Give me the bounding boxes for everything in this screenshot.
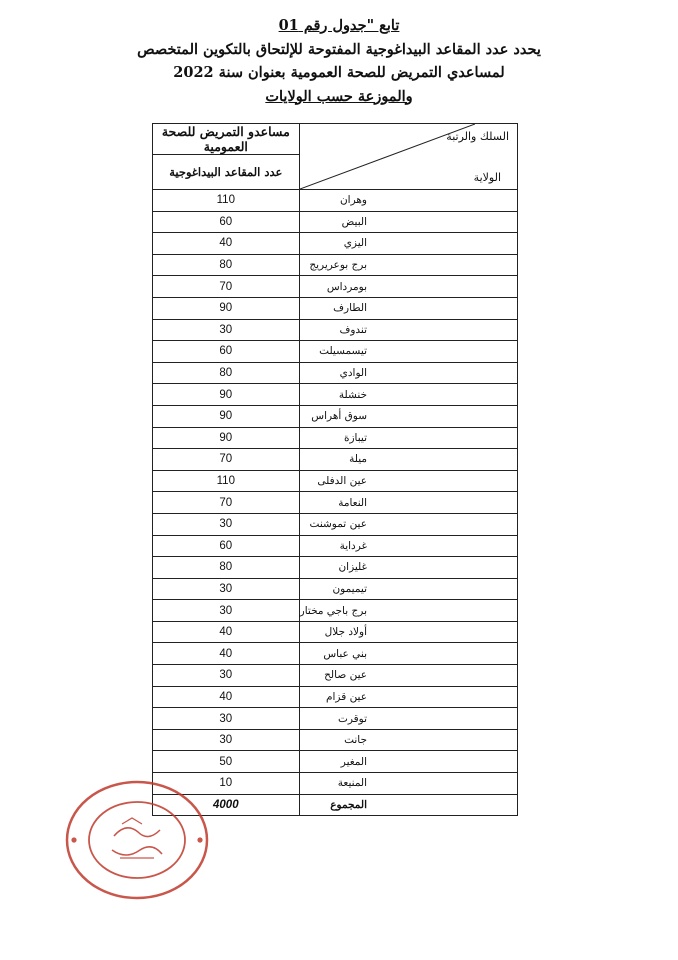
title-line-2: لمساعدي التمريض للصحة العمومية بعنوان سنة 2022 <box>173 64 505 81</box>
table-row <box>153 384 518 406</box>
title-line-1: يحدد عدد المقاعد البيداغوجية المفتوحة للإلتحاق بالتكوين المتخصص <box>137 40 541 58</box>
seats-cell: 10 <box>153 773 300 795</box>
table-row <box>153 751 518 773</box>
total-value: 4000 <box>153 794 300 815</box>
wilaya-cell: عين قزام <box>299 686 517 708</box>
table-row <box>153 211 518 233</box>
official-stamp <box>62 776 212 904</box>
seats-cell: 90 <box>153 427 300 449</box>
wilaya-cell: وهران <box>299 190 517 212</box>
seats-cell: 50 <box>153 751 300 773</box>
wilaya-cell: توقرت <box>299 708 517 730</box>
seats-cell: 70 <box>153 449 300 471</box>
corner-grade-label: السلك والرتبة <box>446 130 509 143</box>
wilaya-cell: المغير <box>299 751 517 773</box>
wilaya-cell: ميلة <box>299 449 517 471</box>
seats-cell: 90 <box>153 405 300 427</box>
wilaya-cell: برج بوعريريج <box>299 254 517 276</box>
table-row <box>153 254 518 276</box>
seats-cell: 30 <box>153 729 300 751</box>
seats-cell: 110 <box>153 190 300 212</box>
wilaya-cell: بني عباس <box>299 643 517 665</box>
wilaya-cell: عين تموشنت <box>299 513 517 535</box>
corner-header-cell <box>299 124 517 190</box>
wilaya-cell: تيبازة <box>299 427 517 449</box>
seats-cell: 30 <box>153 578 300 600</box>
wilaya-cell: تيسمسيلت <box>299 341 517 363</box>
seats-cell: 80 <box>153 254 300 276</box>
table-row <box>153 600 518 622</box>
seats-cell: 70 <box>153 276 300 298</box>
wilaya-cell: جانت <box>299 729 517 751</box>
wilaya-cell: تندوف <box>299 319 517 341</box>
seats-cell: 80 <box>153 362 300 384</box>
table-row <box>153 535 518 557</box>
table-row <box>153 297 518 319</box>
wilaya-cell: تيميمون <box>299 578 517 600</box>
table-row <box>153 492 518 514</box>
seats-cell: 30 <box>153 665 300 687</box>
table-row <box>153 557 518 579</box>
table-row <box>153 449 518 471</box>
table-row <box>153 190 518 212</box>
corner-wilaya-label: الولاية <box>473 171 501 184</box>
table-row <box>153 341 518 363</box>
wilaya-cell: المنيعة <box>299 773 517 795</box>
title-line-3: والموزعة حسب الولايات <box>265 87 413 105</box>
table-row <box>153 319 518 341</box>
wilaya-cell: النعامة <box>299 492 517 514</box>
seats-cell: 40 <box>153 686 300 708</box>
seats-cell: 90 <box>153 297 300 319</box>
table-row <box>153 276 518 298</box>
table-row <box>153 686 518 708</box>
wilaya-cell: عين صالح <box>299 665 517 687</box>
seats-cell: 40 <box>153 621 300 643</box>
seats-cell: 70 <box>153 492 300 514</box>
table-row <box>153 643 518 665</box>
seats-cell: 30 <box>153 600 300 622</box>
wilaya-cell: الطارف <box>299 297 517 319</box>
seats-cell: 30 <box>153 319 300 341</box>
table-number-heading: تابع "جدول رقم 01 <box>278 17 400 34</box>
seats-cell: 40 <box>153 643 300 665</box>
seats-cell: 90 <box>153 384 300 406</box>
total-label: المجموع <box>299 794 517 815</box>
column-title: مساعدو التمريض للصحة العمومية <box>153 124 300 155</box>
wilaya-cell: خنشلة <box>299 384 517 406</box>
seats-cell: 110 <box>153 470 300 492</box>
table-row <box>153 427 518 449</box>
table-row <box>153 470 518 492</box>
wilaya-cell: برج باجي مختار <box>299 600 517 622</box>
seats-cell: 60 <box>153 211 300 233</box>
table-row <box>153 665 518 687</box>
wilaya-cell: البيض <box>299 211 517 233</box>
column-subtitle: عدد المقاعد البيداغوجية <box>153 155 300 190</box>
seats-table <box>152 123 518 816</box>
table-row <box>153 621 518 643</box>
wilaya-cell: اليزي <box>299 233 517 255</box>
seats-cell: 30 <box>153 513 300 535</box>
table-row <box>153 513 518 535</box>
table-row <box>153 729 518 751</box>
wilaya-cell: أولاد جلال <box>299 621 517 643</box>
table-row <box>153 362 518 384</box>
seats-cell: 80 <box>153 557 300 579</box>
document-header <box>0 14 678 108</box>
table-row <box>153 578 518 600</box>
seats-cell: 60 <box>153 341 300 363</box>
wilaya-cell: غرداية <box>299 535 517 557</box>
seats-cell: 30 <box>153 708 300 730</box>
wilaya-cell: سوق أهراس <box>299 405 517 427</box>
wilaya-cell: الوادي <box>299 362 517 384</box>
table-row <box>153 405 518 427</box>
wilaya-cell: غليزان <box>299 557 517 579</box>
table-row <box>153 708 518 730</box>
seats-cell: 60 <box>153 535 300 557</box>
seats-cell: 40 <box>153 233 300 255</box>
table-row <box>153 233 518 255</box>
wilaya-cell: بومرداس <box>299 276 517 298</box>
wilaya-cell: عين الدفلى <box>299 470 517 492</box>
